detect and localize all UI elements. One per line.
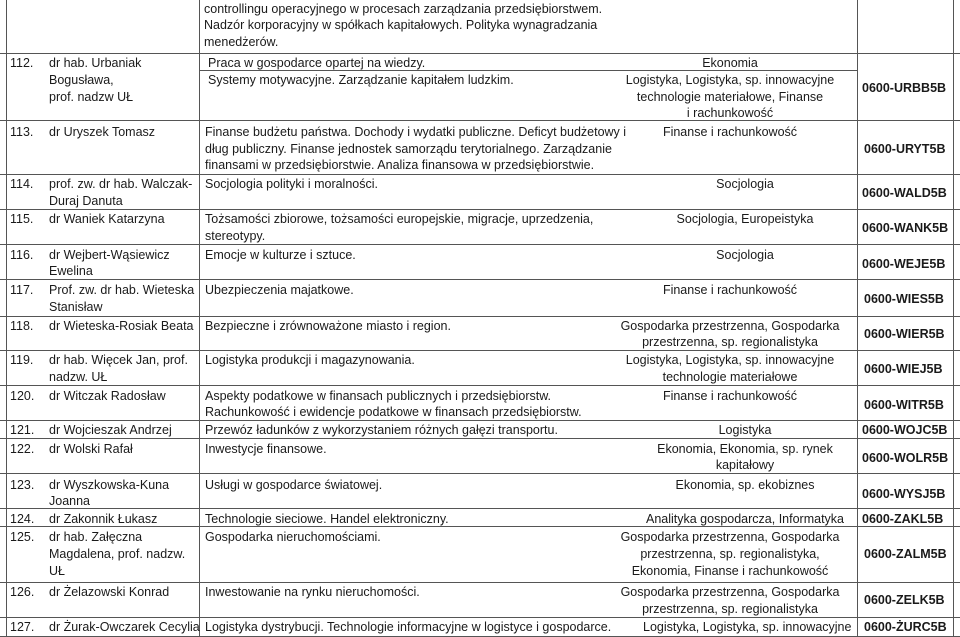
course-code: 0600-WIES5B: [864, 292, 944, 306]
row-number: 115.: [10, 212, 34, 226]
subject-text: Finanse budżetu państwa. Dochody i wydatki publiczne. Deficyt budżetowy i: [205, 125, 627, 139]
supervisor-name: Duraj Danuta: [49, 194, 123, 208]
row-divider: [0, 420, 960, 421]
field-of-study: Analityka gospodarcza, Informatyka: [645, 512, 845, 526]
row-divider: [0, 174, 960, 175]
supervisor-name: Prof. zw. dr hab. Wieteska: [49, 283, 195, 297]
field-of-study: Socjologia: [716, 248, 774, 262]
course-code: 0600-ŻURC5B: [864, 620, 947, 634]
supervisor-name: dr Witczak Radosław: [49, 389, 166, 403]
field-of-study: Socjologia: [716, 177, 774, 191]
row-divider: [0, 244, 960, 245]
supervisor-name: Ewelina: [49, 264, 93, 278]
subject-text: Nadzór korporacyjny w spółkach kapitałowych. Polityka wynagradzania: [204, 18, 598, 32]
row-number: 121.: [10, 423, 35, 437]
row-divider: [0, 508, 960, 509]
subject-text: Gospodarka nieruchomościami.: [205, 530, 381, 544]
field-of-study: Logistyka, Logistyka, sp. innowacyjne: [625, 73, 835, 87]
subject-text: Aspekty podatkowe w finansach publicznych i przedsiębiorstw.: [205, 389, 552, 403]
row-number: 114.: [10, 177, 34, 191]
field-of-study: kapitałowy: [715, 458, 775, 472]
supervisor-name: dr Żelazowski Konrad: [49, 585, 170, 599]
subject-text: Logistyka dystrybucji. Technologie informacyjne w logistyce i gospodarce.: [205, 620, 612, 634]
row-number: 125.: [10, 530, 35, 544]
course-code: 0600-ZAKL5B: [862, 512, 944, 526]
course-code: 0600-WOJC5B: [862, 423, 948, 437]
row-number: 122.: [10, 442, 35, 456]
row-number: 126.: [10, 585, 35, 599]
subject-text: Logistyka produkcji i magazynowania.: [205, 353, 415, 367]
row-divider: [0, 617, 960, 618]
supervisor-name: prof. zw. dr hab. Walczak-: [49, 177, 193, 191]
subject-text: Bezpieczne i zrównoważone miasto i region.: [205, 319, 451, 333]
field-of-study: przestrzenna, sp. regionalistyka: [642, 335, 818, 349]
field-of-study: Ekonomia, Finanse i rachunkowość: [631, 564, 829, 578]
subject-text: stereotypy.: [205, 229, 266, 243]
supervisor-name: dr hab. Załęczna: [49, 530, 143, 544]
supervisor-name: dr Wejbert-Wąsiewicz: [49, 248, 170, 262]
row-divider: [0, 316, 960, 317]
supervisor-name: prof. nadzw UŁ: [49, 90, 134, 104]
course-code: 0600-WITR5B: [864, 398, 944, 412]
field-of-study: i rachunkowość: [686, 106, 774, 120]
course-code: 0600-URBB5B: [862, 81, 947, 95]
subject-text: Emocje w kulturze i sztuce.: [205, 248, 356, 262]
row-number: 127.: [10, 620, 35, 634]
supervisor-name: dr Waniek Katarzyna: [49, 212, 165, 226]
supervisor-name: Magdalena, prof. nadzw.: [49, 547, 186, 561]
field-of-study: Logistyka: [718, 423, 772, 437]
field-of-study: Gospodarka przestrzenna, Gospodarka: [620, 530, 840, 544]
row-number: 124.: [10, 512, 35, 526]
field-of-study: Finanse i rachunkowość: [662, 125, 798, 139]
row-number: 118.: [10, 319, 34, 333]
supervisor-name: dr Wojcieszak Andrzej: [49, 423, 172, 437]
supervisor-name: dr hab. Więcek Jan, prof.: [49, 353, 188, 367]
row-number: 112.: [10, 56, 34, 70]
row-divider: [0, 53, 960, 54]
subject-text: Socjologia polityki i moralności.: [205, 177, 378, 191]
course-code: 0600-URYT5B: [864, 142, 946, 156]
subject-text: controllingu operacyjnego w procesach zarządzania przedsiębiorstwem.: [204, 2, 603, 16]
grid-line: [199, 120, 200, 637]
supervisor-name: Bogusława,: [49, 73, 114, 87]
course-code: 0600-WOLR5B: [862, 451, 949, 465]
supervisor-name: dr Zakonnik Łukasz: [49, 512, 158, 526]
subject-text: finansami w przedsiębiorstwie. Analiza finansowa w przedsiębiorstwie.: [205, 158, 595, 172]
supervisor-name: dr Wyszkowska-Kuna: [49, 478, 170, 492]
supervisor-name: dr hab. Urbaniak: [49, 56, 142, 70]
subject-text: Inwestycje finansowe.: [205, 442, 327, 456]
course-code: 0600-ZALM5B: [864, 547, 947, 561]
row-number: 123.: [10, 478, 35, 492]
row-number: 116.: [10, 248, 34, 262]
subject-text: Tożsamości zbiorowe, tożsamości europejskie, migracje, uprzedzenia,: [205, 212, 594, 226]
field-of-study: Ekonomia, sp. ekobiznes: [675, 478, 815, 492]
field-of-study: Gospodarka przestrzenna, Gospodarka: [620, 585, 840, 599]
field-of-study: Finanse i rachunkowość: [662, 283, 798, 297]
field-of-study: Ekonomia: [702, 56, 758, 70]
supervisor-name: dr Wieteska-Rosiak Beata: [49, 319, 194, 333]
grid-line: [6, 0, 7, 637]
field-of-study: Finanse i rachunkowość: [662, 389, 798, 403]
supervisor-name: dr Uryszek Tomasz: [49, 125, 156, 139]
grid-line: [953, 0, 954, 637]
supervisor-name: Joanna: [49, 494, 91, 508]
subject-text: Usługi w gospodarce światowej.: [205, 478, 383, 492]
row-divider: [0, 438, 960, 439]
row-divider: [0, 385, 960, 386]
subject-text: Systemy motywacyjne. Zarządzanie kapitałem ludzkim.: [208, 73, 514, 87]
grid-line: [199, 0, 200, 120]
subject-text: Praca w gospodarce opartej na wiedzy.: [208, 56, 426, 70]
subject-text: dług publiczny. Finanse jednostek samorządu terytorialnego. Zarządzanie: [205, 142, 612, 156]
field-of-study: technologie materiałowe, Finanse: [636, 90, 824, 104]
course-code: 0600-WANK5B: [862, 221, 949, 235]
row-divider: [0, 209, 960, 210]
supervisor-name: Stanisław: [49, 300, 103, 314]
row-number: 117.: [10, 283, 34, 297]
field-of-study: Gospodarka przestrzenna, Gospodarka: [620, 319, 840, 333]
field-of-study: przestrzenna, sp. regionalistyka,: [640, 547, 820, 561]
subject-text: Technologie sieciowe. Handel elektroniczny.: [205, 512, 449, 526]
row-divider: [0, 279, 960, 280]
field-of-study: technologie materiałowe: [662, 370, 798, 384]
supervisor-name: dr Wolski Rafał: [49, 442, 133, 456]
subject-text: Ubezpieczenia majatkowe.: [205, 283, 354, 297]
field-of-study: Logistyka, Logistyka, sp. innowacyjne: [643, 620, 852, 634]
course-code: 0600-ZELK5B: [864, 593, 945, 607]
supervisor-name: nadzw. UŁ: [49, 370, 108, 384]
subject-text: menedżerów.: [204, 35, 279, 49]
supervisor-name: UŁ: [49, 564, 65, 578]
course-code: 0600-WYSJ5B: [862, 487, 946, 501]
subject-text: Przewóz ładunków z wykorzystaniem różnych gałęzi transportu.: [205, 423, 558, 437]
field-of-study: Ekonomia, Ekonomia, sp. rynek: [657, 442, 833, 456]
subject-text: Rachunkowość i ewidencje podatkowe w finansach przedsiębiorstw.: [205, 405, 582, 419]
course-code: 0600-WALD5B: [862, 186, 947, 200]
field-of-study: przestrzenna, sp. regionalistyka: [642, 602, 818, 616]
row-divider: [0, 582, 960, 583]
field-of-study: Socjologia, Europeistyka: [676, 212, 814, 226]
row-number: 119.: [10, 353, 34, 367]
course-code: 0600-WIER5B: [864, 327, 945, 341]
course-code: 0600-WIEJ5B: [864, 362, 943, 376]
row-divider: [0, 350, 960, 351]
row-divider: [0, 473, 960, 474]
row-number: 113.: [10, 125, 34, 139]
supervisor-name: dr Żurak-Owczarek Cecylia: [49, 620, 200, 634]
field-of-study: Logistyka, Logistyka, sp. innowacyjne: [625, 353, 835, 367]
course-code: 0600-WEJE5B: [862, 257, 946, 271]
row-number: 120.: [10, 389, 35, 403]
subject-text: Inwestowanie na rynku nieruchomości.: [205, 585, 420, 599]
